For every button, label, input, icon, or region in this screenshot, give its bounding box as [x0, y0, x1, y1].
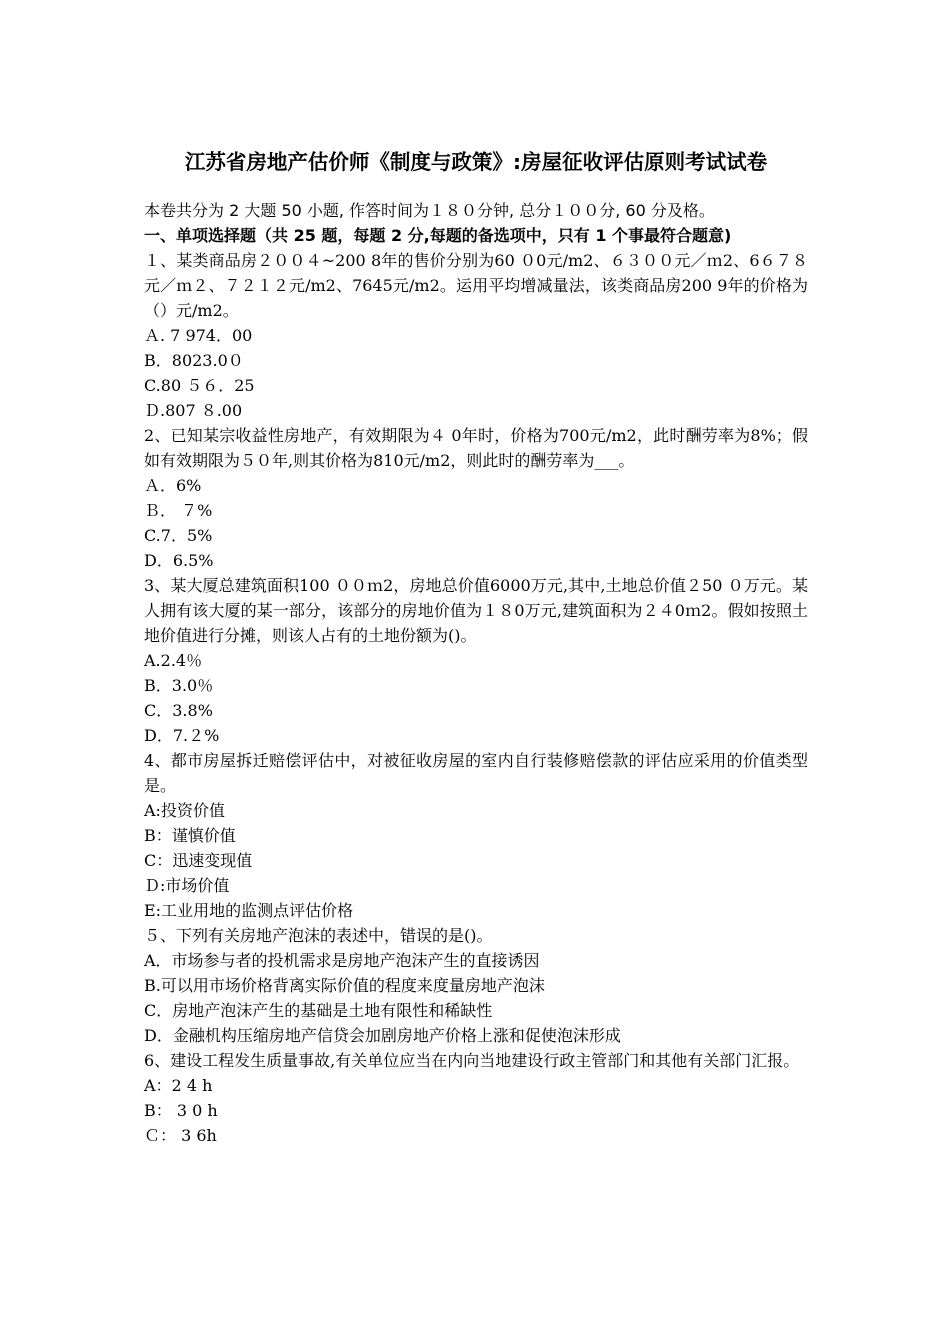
exam-intro: 本卷共分为 2 大题 50 小题, 作答时间为１８０分钟, 总分１００分, 60 分及格。: [144, 201, 715, 220]
option-d: D．6.5%: [144, 551, 214, 570]
option-c: C.7．5%: [144, 526, 213, 545]
option-e: E:工业用地的监测点评估价格: [144, 901, 354, 920]
option-b: B．3.0％: [144, 676, 214, 695]
option-d: Ｄ:市场价值: [144, 876, 230, 895]
option-a: Ａ．6%: [144, 476, 202, 495]
option-a: A：2 4 h: [144, 1076, 213, 1095]
option-b: Ｂ． ７%: [144, 501, 213, 520]
question-1: [144, 248, 808, 423]
question-6: [144, 1048, 808, 1148]
option-b: B.可以用市场价格背离实际价值的程度来度量房地产泡沫: [144, 976, 545, 995]
option-a: A.2.4％: [144, 651, 203, 670]
option-c: C：迅速变现值: [144, 851, 253, 870]
option-d: D．7.２%: [144, 726, 220, 745]
question-text: ５、下列有关房地产泡沫的表述中，错误的是()。: [144, 926, 493, 945]
document-page: [144, 148, 808, 1148]
option-d: Ｄ.807 ８.00: [144, 401, 243, 420]
question-5: [144, 923, 808, 1048]
question-3: [144, 573, 808, 748]
question-text: １、某类商品房２００４~200 8年的售价分别为60 ０0元/m2、６３００元／ｍ2、6６７８元／ｍ２、７２１２元/m2、7645元/m2。运用平均增减量法，该类商品房200 9年的价格为（）元/m2。: [144, 251, 808, 320]
section-heading: 一、单项选择题（共 25 题，每题 2 分,每题的备选项中，只有 1 个事最符合题意): [144, 226, 732, 245]
document-title: 江苏省房地产估价师《制度与政策》:房屋征收评估原则考试试卷: [184, 150, 768, 174]
option-c: C．房地产泡沫产生的基础是土地有限性和稀缺性: [144, 1001, 493, 1020]
option-a: A．市场参与者的投机需求是房地产泡沫产生的直接诱因: [144, 951, 540, 970]
option-b: B：谨慎价值: [144, 826, 236, 845]
option-c: C．3.8%: [144, 701, 213, 720]
option-c: Ｃ： 3 6h: [144, 1126, 217, 1145]
question-4: [144, 748, 808, 923]
question-text: 6、建设工程发生质量事故,有关单位应当在内向当地建设行政主管部门和其他有关部门汇报。: [144, 1051, 800, 1070]
option-b: B．8023.0０: [144, 351, 244, 370]
option-b: B： 3 0 h: [144, 1101, 218, 1120]
option-c: C.80 ５６．25: [144, 376, 255, 395]
question-text: 2、已知某宗收益性房地产，有效期限为４ 0年时，价格为700元/m2，此时酬劳率为8%；假如有效期限为５０年,则其价格为810元/m2，则此时的酬劳率为___。: [144, 426, 808, 470]
option-d: D．金融机构压缩房地产信贷会加剧房地产价格上涨和促使泡沫形成: [144, 1026, 621, 1045]
option-a: Ａ. 7 974．00: [144, 326, 253, 345]
question-text: 3、某大厦总建筑面积100 ００ｍ2，房地总价值6000万元,其中,土地总价值２50 ０万元。某人拥有该大厦的某一部分，该部分的房地价值为１８0万元,建筑面积为２４0ｍ2。假如按照土地价值进行分摊，则该人占有的土地份额为()。: [144, 576, 808, 645]
option-a: A:投资价值: [144, 801, 225, 820]
question-2: [144, 423, 808, 573]
question-text: 4、都市房屋拆迁赔偿评估中，对被征收房屋的室内自行装修赔偿款的评估应采用的价值类型是。: [144, 751, 808, 795]
